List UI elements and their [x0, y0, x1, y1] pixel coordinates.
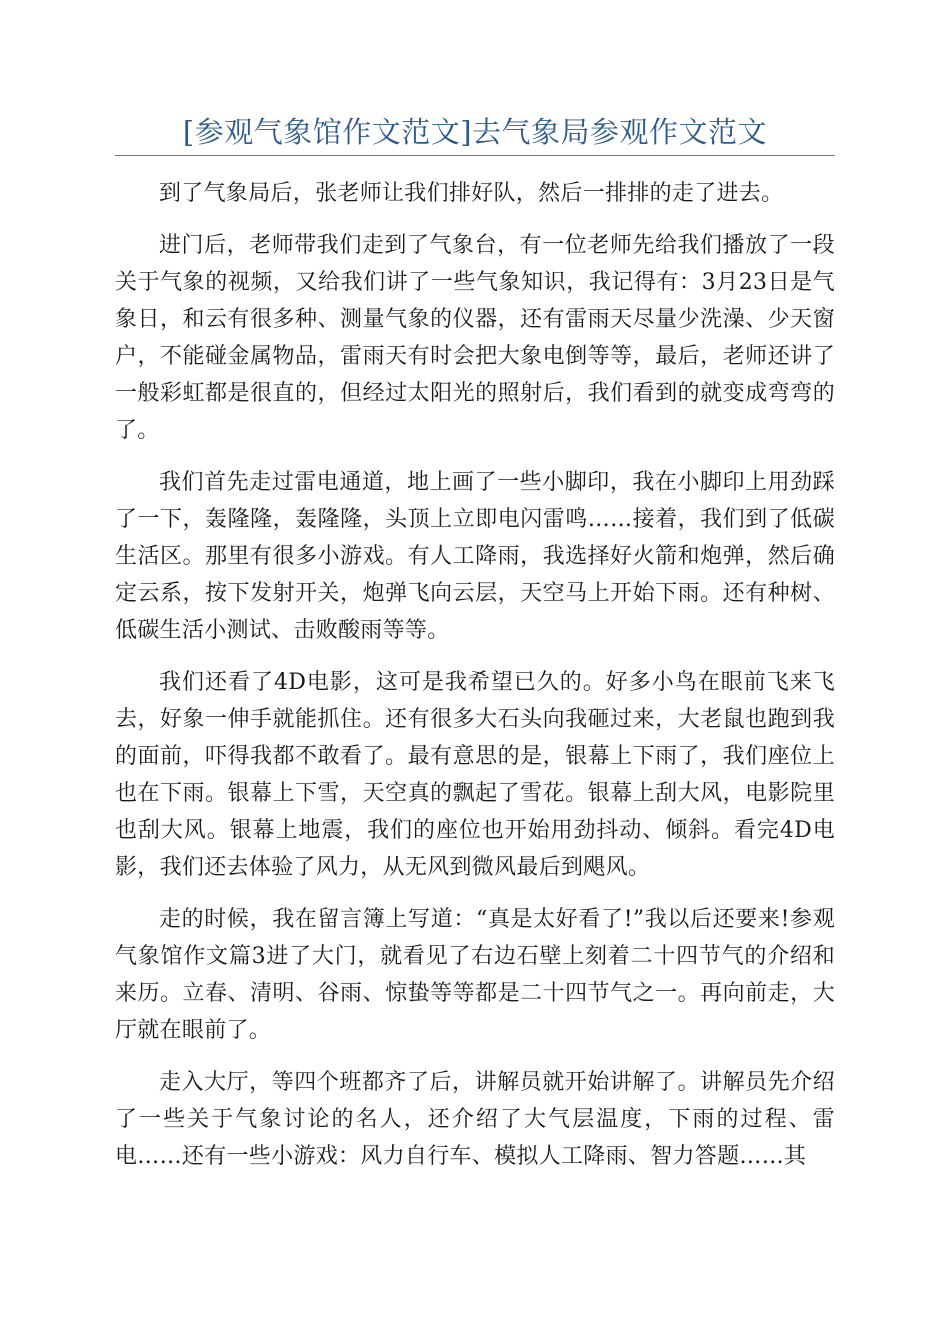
- paragraph-2: 进门后，老师带我们走到了气象台，有一位老师先给我们播放了一段关于气象的视频，又给我们讲了一些气象知识，我记得有：3月23日是气象日，和云有很多种、测量气象的仪器，还有雷雨天尽量少洗澡、少天窗户，不能碰金属物品，雷雨天有时会把大象电倒等等，最后，老师还讲了一般彩虹都是很直的，但经过太阳光的照射后，我们看到的就变成弯弯的了。: [115, 233, 835, 443]
- document-title: [参观气象馆作文范文]去气象局参观作文范文: [182, 115, 768, 149]
- title-underline: [115, 155, 835, 156]
- paragraph-5: 走的时候，我在留言簿上写道：“真是太好看了!”我以后还要来!参观气象馆作文篇3进了大门，就看见了右边石壁上刻着二十四节气的介绍和来历。立春、清明、谷雨、惊蛰等等都是二十四节气之一。再向前走，大厅就在眼前了。: [115, 907, 835, 1043]
- paragraph-4: 我们还看了4D电影，这可是我希望已久的。好多小鸟在眼前飞来飞去，好象一伸手就能抓住。还有很多大石头向我砸过来，大老鼠也跑到我的面前，吓得我都不敢看了。最有意思的是，银幕上下雨了，我们座位上也在下雨。银幕上下雪，天空真的飘起了雪花。银幕上刮大风，电影院里也刮大风。银幕上地震，我们的座位也开始用劲抖动、倾斜。看完4D电影，我们还去体验了风力，从无风到微风最后到飓风。: [115, 670, 835, 880]
- paragraph-6: 走入大厅，等四个班都齐了后，讲解员就开始讲解了。讲解员先介绍了一些关于气象讨论的名人，还介绍了大气层温度，下雨的过程、雷电……还有一些小游戏：风力自行车、模拟人工降雨、智力答题……其: [115, 1070, 835, 1169]
- paragraph-3: 我们首先走过雷电通道，地上画了一些小脚印，我在小脚印上用劲踩了一下，轰隆隆，轰隆隆，头顶上立即电闪雷鸣……接着，我们到了低碳生活区。那里有很多小游戏。有人工降雨，我选择好火箭和炮弹，然后确定云系，按下发射开关，炮弹飞向云层，天空马上开始下雨。还有种树、低碳生活小测试、击败酸雨等等。: [115, 470, 835, 643]
- paragraph-1: 到了气象局后，张老师让我们排好队，然后一排排的走了进去。: [159, 181, 784, 206]
- document-body: [115, 175, 835, 1190]
